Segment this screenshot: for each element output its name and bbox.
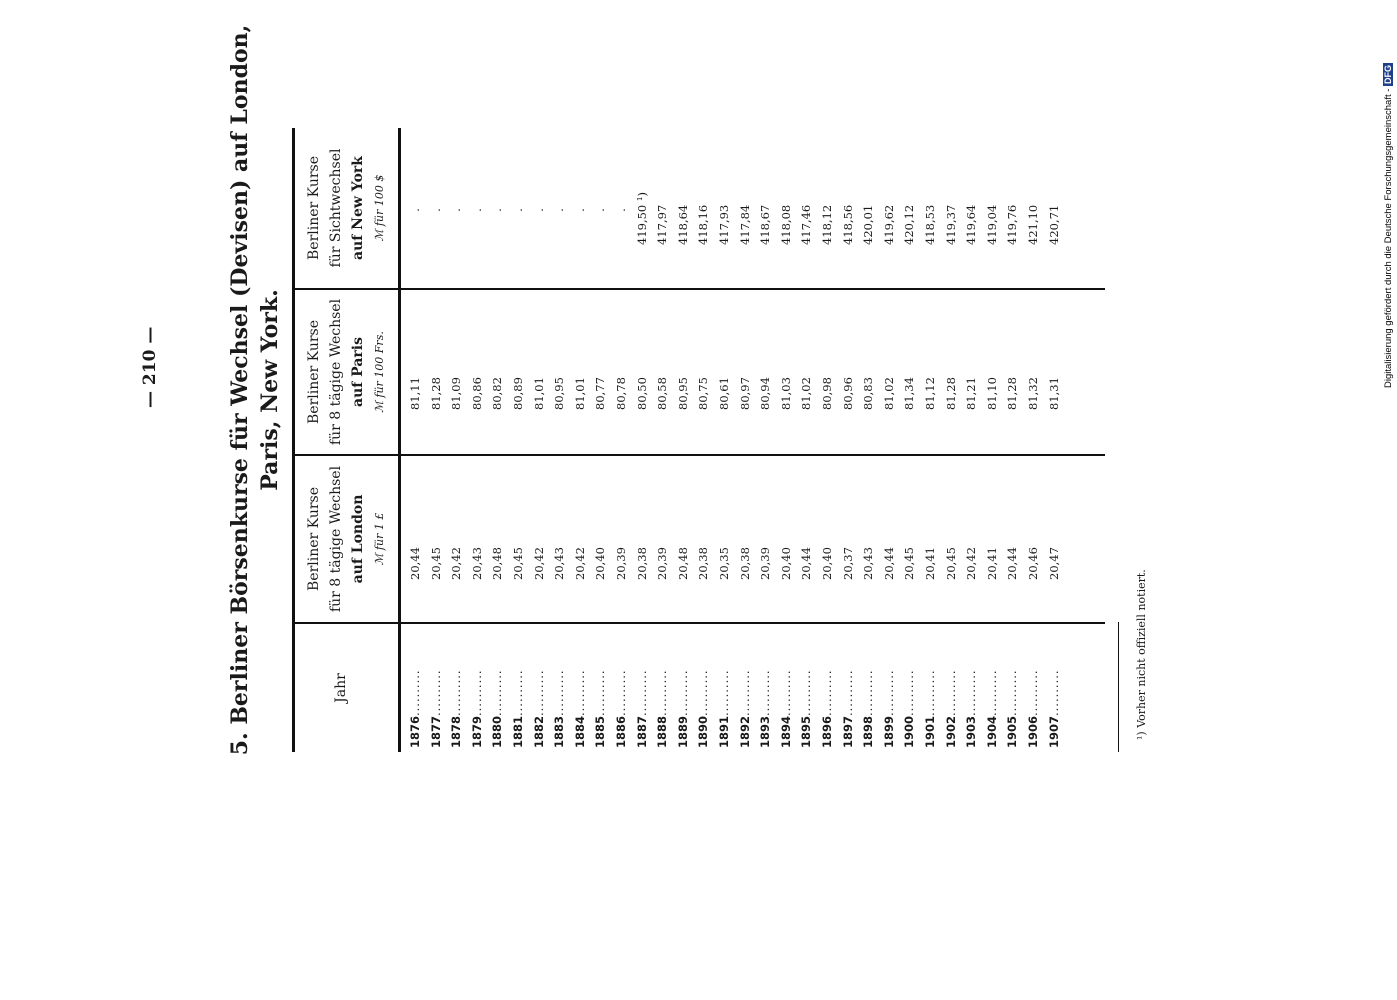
london-cell: 20,39 [758,547,773,580]
year-cell: 1887 [634,715,649,748]
header-newyork-line-3: auf New York [350,156,366,260]
leader-dots: .......... [1046,669,1061,716]
london-cell: 20,44 [408,547,422,580]
london-cell: 20,38 [696,547,711,580]
newyork-cell: 419,04 [984,204,999,245]
header-london-line-1: Berliner Kurse [306,487,322,591]
london-cell: 20,47 [1046,547,1061,580]
year-cell: 1893 [758,715,773,748]
leader-dots: .......... [758,669,773,716]
paris-cell: 80,61 [717,377,731,410]
paris-cell: 80,98 [820,377,834,410]
year-cell: 1904 [984,715,999,748]
year-cell: 1889 [675,715,690,748]
leader-dots: .......... [902,669,917,716]
footnote-rule [1118,622,1119,752]
london-cell: 20,41 [923,547,937,580]
newyork-cell: 417,93 [717,204,731,245]
leader-dots: .......... [469,669,484,716]
paris-cell: 81,02 [799,377,814,410]
leader-dots: .......... [820,669,834,716]
year-cell: 1888 [655,715,670,748]
header-london-unit: ℳ für 1 £ [373,512,386,566]
title-line-1: 5. Berliner Börsenkurse für Wechsel (Devisen) auf London, [227,24,253,756]
leader-dots: .......... [943,669,958,716]
london-cell: 20,48 [675,547,690,580]
year-cell: 1901 [923,715,937,748]
year-cell: 1890 [696,715,711,748]
leader-dots: .......... [923,669,937,716]
header-year [330,624,352,752]
year-cell: 1880 [490,715,505,748]
newyork-cell: 417,46 [799,204,814,245]
year-cell: 1891 [717,715,731,748]
leader-dots: .......... [861,669,876,716]
london-cell: 20,42 [964,547,979,580]
leader-dots: .......... [449,669,464,716]
leader-dots: .......... [572,669,587,716]
year-cell: 1881 [511,715,525,748]
paris-cell: 80,82 [490,377,505,410]
dfg-credit [1383,63,1394,388]
leader-dots: .......... [490,669,505,716]
paris-cell: 80,77 [593,377,608,410]
header-paris [303,290,391,454]
leader-dots: .......... [593,669,608,716]
newyork-cell: . [572,208,587,212]
london-cell: 20,45 [428,547,443,580]
london-cell: 20,44 [881,547,896,580]
newyork-cell: 419,62 [881,204,896,245]
header-london [303,456,391,622]
paris-cell: 80,58 [655,377,670,410]
year-cell: 1877 [428,715,443,748]
london-cell: 20,42 [449,547,464,580]
header-paris-line-3: auf Paris [350,337,366,407]
paris-cell: 81,10 [984,377,999,410]
page-title [225,0,285,780]
leader-dots: .......... [614,669,628,716]
newyork-cell: . [490,208,505,212]
london-cell: 20,45 [511,547,525,580]
year-cell: 1884 [572,715,587,748]
paris-cell: 80,96 [840,377,855,410]
paris-cell: 81,28 [943,377,958,410]
london-cell: 20,46 [1026,547,1040,580]
paris-cell: 81,09 [449,377,464,410]
year-cell: 1895 [799,715,814,748]
newyork-cell: 418,67 [758,204,773,245]
leader-dots: .......... [634,669,649,716]
newyork-cell: . [593,208,608,212]
newyork-cell: . [449,208,464,212]
newyork-cell: 420,71 [1046,204,1061,245]
header-newyork-line-2: für Sichtwechsel [328,148,344,268]
footnote: ¹) Vorher nicht offiziell notiert. [1135,569,1148,740]
paris-cell: 81,12 [923,377,937,410]
year-cell: 1907 [1046,715,1061,748]
year-cell: 1876 [408,715,422,748]
newyork-cell: 417,97 [655,204,670,245]
leader-dots: .......... [1005,669,1020,716]
newyork-cell: 418,12 [820,204,834,245]
leader-dots: .......... [840,669,855,716]
newyork-cell: 419,76 [1005,204,1020,245]
year-cell: 1894 [778,715,793,748]
london-cell: 20,40 [593,547,608,580]
newyork-cell: 419,37 [943,204,958,245]
header-paris-line-1: Berliner Kurse [306,320,322,424]
leader-dots: .......... [696,669,711,716]
paris-cell: 81,11 [408,377,422,410]
leader-dots: .......... [552,669,567,716]
year-cell: 1905 [1005,715,1020,748]
header-paris-unit: ℳ für 100 Frs. [373,331,386,413]
year-cell: 1900 [902,715,917,748]
year-cell: 1883 [552,715,567,748]
leader-dots: .......... [1026,669,1040,716]
leader-dots: .......... [984,669,999,716]
london-cell: 20,37 [840,547,855,580]
leader-dots: .......... [408,669,422,716]
header-newyork-unit: ℳ für 100 $ [373,174,386,242]
london-cell: 20,42 [531,547,546,580]
paris-cell: 80,95 [552,377,567,410]
paris-cell: 80,86 [469,377,484,410]
header-bottom-rule [398,128,401,752]
london-cell: 20,44 [1005,547,1020,580]
header-year-label: Jahr [333,673,349,703]
year-cell: 1903 [964,715,979,748]
leader-dots: .......... [717,669,731,716]
london-cell: 20,44 [799,547,814,580]
newyork-cell: . [614,208,628,212]
paris-cell: 81,03 [778,377,793,410]
year-cell: 1892 [737,715,752,748]
london-cell: 20,41 [984,547,999,580]
year-cell: 1906 [1026,715,1040,748]
london-cell: 20,40 [778,547,793,580]
column-rule-2 [295,454,1105,456]
paris-cell: 80,83 [861,377,876,410]
column-rule-3 [295,288,1105,290]
year-cell: 1886 [614,715,628,748]
year-cell: 1879 [469,715,484,748]
paris-cell: 81,31 [1046,377,1061,410]
newyork-cell: 419,64 [964,204,979,245]
newyork-cell: . [408,208,422,212]
leader-dots: .......... [655,669,670,716]
leader-dots: .......... [964,669,979,716]
paris-cell: 80,75 [696,377,711,410]
newyork-cell: . [428,208,443,212]
london-cell: 20,45 [902,547,917,580]
paris-cell: 81,21 [964,377,979,410]
paris-cell: 80,89 [511,377,525,410]
paris-cell: 80,97 [737,377,752,410]
newyork-cell: 420,12 [902,204,917,245]
newyork-cell: 419,50 ¹) [634,192,649,245]
header-paris-line-2: für 8 tägige Wechsel [328,298,344,446]
newyork-cell: 421,10 [1026,204,1040,245]
newyork-cell: 418,08 [778,204,793,245]
year-cell: 1902 [943,715,958,748]
london-cell: 20,48 [490,547,505,580]
header-london-line-3: auf London [350,494,366,584]
newyork-cell: 418,53 [923,204,937,245]
newyork-cell: 418,56 [840,204,855,245]
london-cell: 20,38 [737,547,752,580]
dfg-logo: DFG [1383,64,1393,84]
page-number: — 210 — [140,326,160,408]
leader-dots: .......... [511,669,525,716]
paris-cell: 80,95 [675,377,690,410]
london-cell: 20,38 [634,547,649,580]
paris-cell: 81,34 [902,377,917,410]
header-newyork [303,128,391,288]
year-cell: 1899 [881,715,896,748]
year-cell: 1882 [531,715,546,748]
newyork-cell: . [469,208,484,212]
dfg-credit-text: Digitalisierung gefördert durch die Deutsche Forschungsgemeinschaft - [1383,88,1394,388]
year-cell: 1898 [861,715,876,748]
newyork-cell: 418,64 [675,204,690,245]
london-cell: 20,43 [861,547,876,580]
london-cell: 20,39 [614,547,628,580]
paris-cell: 81,01 [531,377,546,410]
header-london-line-2: für 8 tägige Wechsel [328,465,344,613]
london-cell: 20,39 [655,547,670,580]
paris-cell: 80,50 [634,377,649,410]
year-cell: 1885 [593,715,608,748]
header-newyork-line-1: Berliner Kurse [306,156,322,260]
table-top-rule [292,128,295,752]
newyork-cell: 418,16 [696,204,711,245]
year-cell: 1878 [449,715,464,748]
london-cell: 20,40 [820,547,834,580]
leader-dots: .......... [778,669,793,716]
leader-dots: .......... [675,669,690,716]
leader-dots: .......... [531,669,546,716]
leader-dots: .......... [737,669,752,716]
leader-dots: .......... [881,669,896,716]
london-cell: 20,45 [943,547,958,580]
year-cell: 1896 [820,715,834,748]
leader-dots: .......... [428,669,443,716]
title-line-2: Paris, New York. [257,289,283,491]
paris-cell: 81,32 [1026,377,1040,410]
london-cell: 20,43 [469,547,484,580]
newyork-cell: 420,01 [861,204,876,245]
london-cell: 20,43 [552,547,567,580]
newyork-cell: . [531,208,546,212]
paris-cell: 81,01 [572,377,587,410]
london-cell: 20,35 [717,547,731,580]
newyork-cell: 417,84 [737,204,752,245]
paris-cell: 80,78 [614,377,628,410]
year-cell: 1897 [840,715,855,748]
newyork-cell: . [511,208,525,212]
paris-cell: 81,28 [428,377,443,410]
paris-cell: 80,94 [758,377,773,410]
paris-cell: 81,28 [1005,377,1020,410]
leader-dots: .......... [799,669,814,716]
newyork-cell: . [552,208,567,212]
london-cell: 20,42 [572,547,587,580]
paris-cell: 81,02 [881,377,896,410]
column-rule-1 [295,622,1105,624]
